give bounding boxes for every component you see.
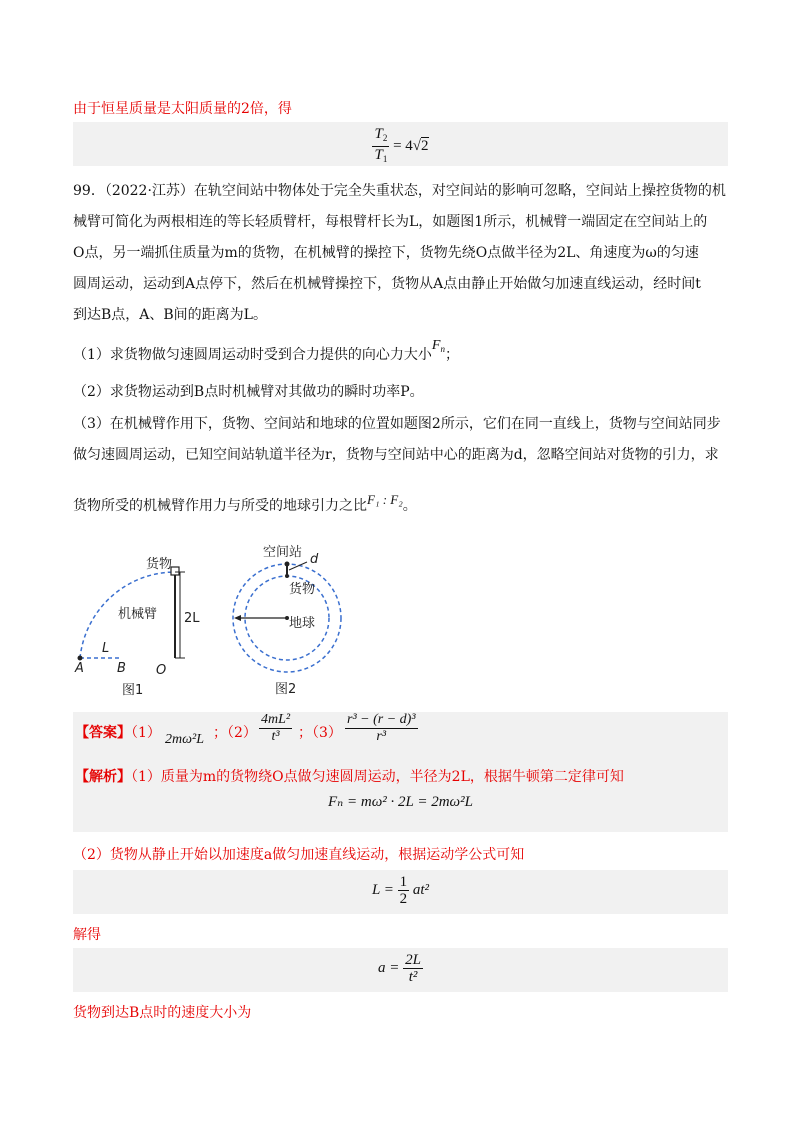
- problem-line-3: O点，另一端抓住质量为m的货物，在机械臂的操控下，货物先绕O点做半径为2L、角速度为ω的匀速: [73, 245, 699, 261]
- question-2: （2）求货物运动到B点时机械臂对其做功的瞬时功率P。: [73, 384, 424, 400]
- eq2-num: 1: [399, 874, 408, 890]
- question-3-end: 。: [402, 498, 417, 514]
- ratio-den-sub: 1: [382, 154, 388, 164]
- figure-1: [70, 545, 220, 698]
- eq2-lhs: L =: [371, 881, 394, 898]
- analysis-text-3: 解得: [73, 927, 101, 943]
- answer-3-num: r³ − (r − d)³: [347, 712, 416, 727]
- fraction-ratio: [372, 126, 389, 167]
- eq3-lhs: a =: [378, 959, 400, 976]
- fig2-station-label: 空间站: [263, 545, 303, 560]
- answer-part-3: ；（3）: [298, 725, 342, 741]
- ratio-den: T: [374, 147, 383, 163]
- problem-line-5: 到达B点，A、B间的距离为L。: [73, 307, 267, 323]
- intro-text: 由于恒星质量是太阳质量的2倍，得: [73, 101, 292, 117]
- equation-distance: [73, 874, 728, 907]
- fig1-cargo-label: 货物: [146, 557, 173, 572]
- answer-2: [259, 712, 292, 745]
- problem-line-2: 械臂可简化为两根相连的等长轻质臂杆，每根臂杆长为L，如题图1所示，机械臂一端固定在空间站上的: [73, 214, 708, 230]
- fig2-caption: 图2: [275, 682, 297, 697]
- problem-line-1: 99．（2022·江苏）在轨空间站中物体处于完全失重状态，对空间站的影响可忽略，空间站上操控货物的机: [73, 183, 726, 199]
- equation-force: Fₙ = mω² · 2L = 2mω²L: [328, 794, 473, 810]
- problem-line-4: 圆周运动，运动到A点停下，然后在机械臂操控下，货物从A点由静止开始做匀加速直线运动，经时间t: [73, 276, 701, 292]
- equation-ratio: $\frac{T_2}{T_1}$ = 4√2: [73, 126, 728, 167]
- q1-symbol: F: [431, 338, 441, 353]
- answer-3-den: r³: [376, 729, 387, 744]
- fig1-length-label: 2L: [184, 611, 200, 626]
- answer-3: [345, 712, 418, 745]
- answer-2-den: t³: [271, 729, 280, 744]
- question-3-text: 货物所受的机械臂作用力与所受的地球引力之比: [73, 498, 367, 514]
- d-pointer: [289, 562, 307, 570]
- analysis-text-2: （2）货物从静止开始以加速度a做匀加速直线运动，根据运动学公式可知: [73, 847, 525, 863]
- question-3-line-1: （3）在机械臂作用下，货物、空间站和地球的位置如题图2所示，它们在同一直线上，货物与空间站同步: [73, 416, 721, 432]
- analysis-text-1: （1）质量为m的货物绕O点做匀速圆周运动，半径为2L，根据牛顿第二定律可知: [131, 769, 624, 785]
- equation-box-acceleration: [73, 948, 728, 992]
- answer-part-2: ；（2）: [213, 725, 257, 741]
- fig1-arm-label: 机械臂: [118, 607, 158, 622]
- question-1-text: （1）求货物做匀速圆周运动时受到合力提供的向心力大小: [73, 347, 432, 363]
- cargo-box: [171, 567, 179, 575]
- answer-label: 【答案】: [75, 725, 131, 741]
- point-a: [78, 656, 83, 661]
- question-3-line-3: [73, 492, 733, 516]
- analysis-text-4: 货物到达B点时的速度大小为: [73, 1005, 252, 1021]
- equation-box-ratio: [73, 122, 728, 166]
- ratio-num-sub: 2: [382, 133, 388, 143]
- fig1-l-label: L: [102, 641, 110, 656]
- station-point: [285, 562, 290, 567]
- fig2-earth-label: 地球: [289, 616, 316, 631]
- fig1-b-label: B: [117, 661, 126, 676]
- ratio-root: 2: [421, 137, 429, 154]
- fig2-cargo-label: 货物: [289, 582, 316, 597]
- q1-symbol-sub: n: [440, 344, 445, 354]
- fig1-o-label: O: [156, 663, 167, 678]
- q3-ratio-symbol: F₁ : F₂: [367, 492, 403, 507]
- fig1-a-label: A: [75, 661, 84, 676]
- eq2-den: 2: [399, 891, 408, 907]
- answer-line: [75, 722, 161, 742]
- equation-acceleration: [73, 952, 728, 985]
- eq3-den: t²: [408, 969, 418, 985]
- question-3-line-2: 做匀速圆周运动，已知空间站轨道半径为r，货物与空间站中心的距离为d，忽略空间站对货物的引力，求: [73, 447, 719, 463]
- answer-box: [73, 712, 728, 832]
- analysis-label: 【解析】: [75, 769, 131, 785]
- eq3-num: 2L: [405, 952, 421, 968]
- figure-2: [225, 540, 355, 700]
- answer-2-num: 4mL²: [261, 712, 291, 727]
- question-1-end: ；: [444, 347, 459, 363]
- question-1: [73, 338, 733, 369]
- equation-box-distance: [73, 870, 728, 914]
- analysis-line-1: [75, 766, 624, 786]
- answer-part-1: （1）: [131, 725, 161, 741]
- ratio-rhs: = 4: [393, 137, 413, 154]
- eq2-rhs: at²: [412, 881, 430, 898]
- fig1-caption: 图1: [122, 683, 144, 698]
- ratio-num: T: [374, 126, 383, 142]
- answer-1: 2mω²L: [165, 732, 204, 747]
- fig2-d-label: d: [310, 552, 319, 567]
- radius-arrow: [234, 615, 241, 621]
